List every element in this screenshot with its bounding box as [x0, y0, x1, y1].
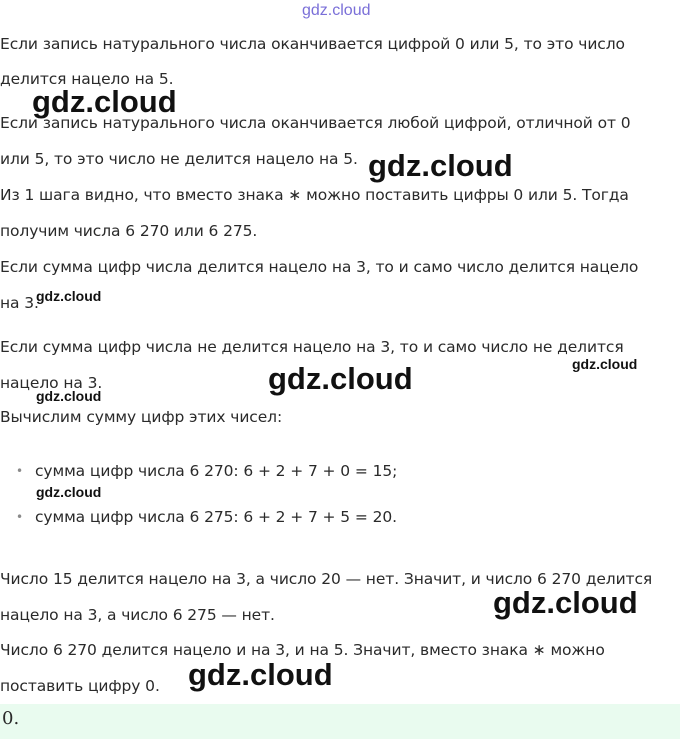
text-line: на 3.: [0, 294, 39, 312]
text-line: Из 1 шага видно, что вместо знака ∗ можно поставить цифры 0 или 5. Тогда: [0, 186, 629, 204]
text-line: Число 15 делится нацело на 3, а число 20 — нет. Значит, и число 6 270 делится: [0, 570, 653, 588]
text-line: Если сумма цифр числа делится нацело на 3, то и само число делится нацело: [0, 258, 639, 276]
watermark: gdz.cloud: [36, 388, 102, 404]
text-line: нацело на 3.: [0, 374, 103, 392]
answer-value: 0.: [2, 708, 20, 729]
watermark: gdz.cloud: [36, 484, 102, 500]
text-line: или 5, то это число не делится нацело на 5.: [0, 150, 358, 168]
watermark: gdz.cloud: [36, 288, 102, 304]
text-line: поставить цифру 0.: [0, 677, 160, 695]
text-line: Вычислим сумму цифр этих чисел:: [0, 408, 283, 426]
text-line: Если сумма цифр числа не делится нацело на 3, то и само число не делится: [0, 338, 624, 356]
text-line: Если запись натурального числа оканчивается цифрой 0 или 5, то это число: [0, 35, 625, 53]
bullet-icon: •: [16, 464, 24, 478]
watermark: gdz.cloud: [368, 148, 513, 183]
text-line: Число 6 270 делится нацело и на 3, и на 5. Значит, вместо знака ∗ можно: [0, 641, 605, 659]
list-item: сумма цифр числа 6 270: 6 + 2 + 7 + 0 = 15;: [35, 462, 398, 480]
text-line: делится нацело на 5.: [0, 70, 174, 88]
text-line: нацело на 3, а число 6 275 — нет.: [0, 606, 275, 624]
watermark: gdz.cloud: [32, 84, 177, 119]
watermark: gdz.cloud: [493, 585, 638, 620]
bullet-icon: •: [16, 510, 24, 524]
answer-box: [0, 704, 680, 739]
text-line: получим числа 6 270 или 6 275.: [0, 222, 258, 240]
watermark: gdz.cloud: [188, 657, 333, 692]
text-line: Если запись натурального числа оканчивается любой цифрой, отличной от 0: [0, 114, 631, 132]
watermark: gdz.cloud: [572, 356, 638, 372]
watermark: gdz.cloud: [268, 361, 413, 396]
watermark-top: gdz.cloud: [302, 2, 371, 19]
list-item: сумма цифр числа 6 275: 6 + 2 + 7 + 5 = 20.: [35, 508, 397, 526]
